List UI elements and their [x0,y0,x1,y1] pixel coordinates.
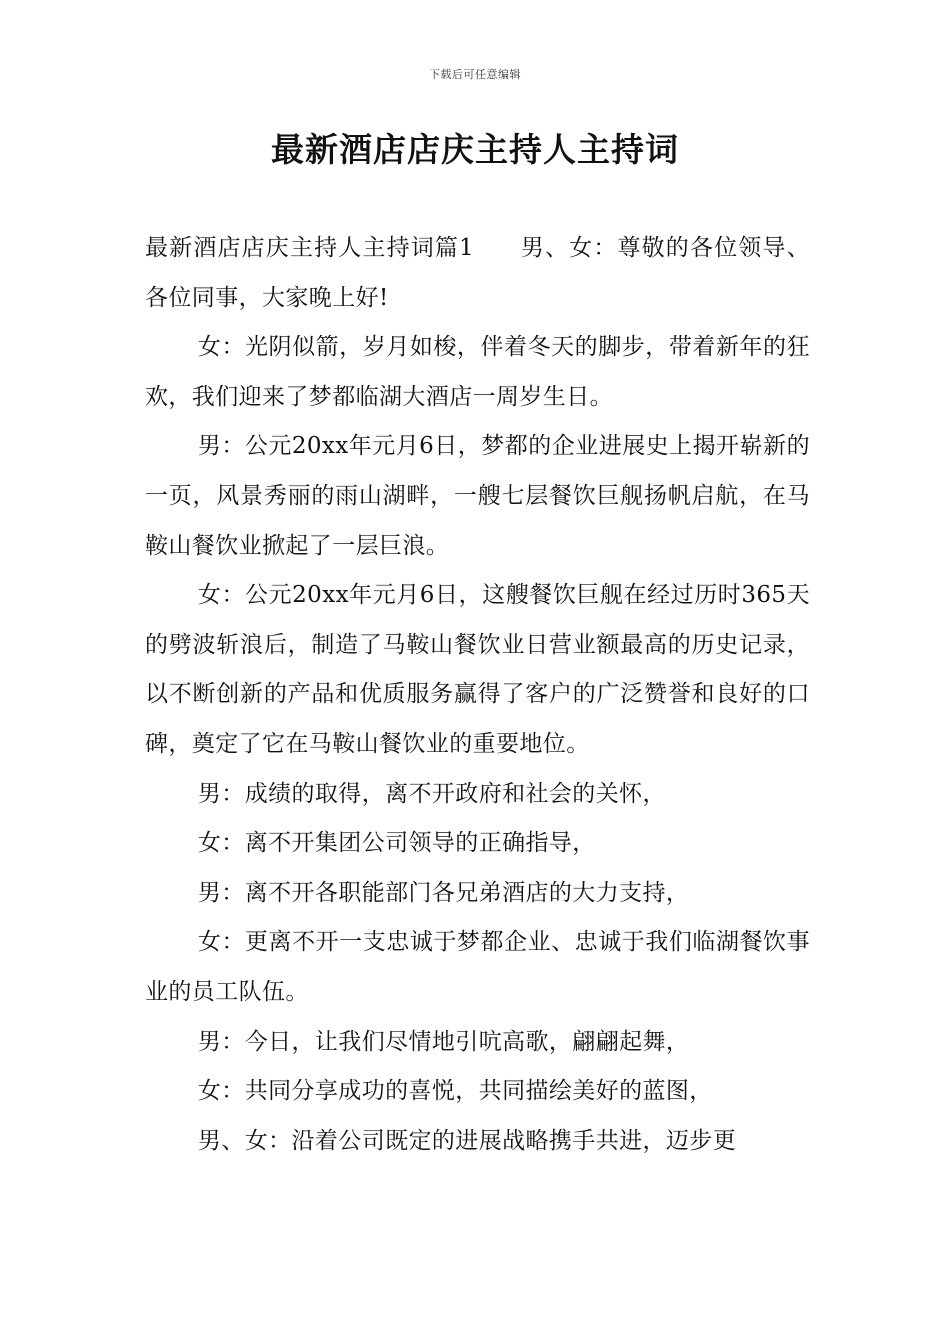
body-paragraph: 男：今日，让我们尽情地引吭高歌，翩翩起舞， [197,1028,690,1055]
intro-heading: 最新酒店店庆主持人主持词篇1 [145,235,475,261]
body-paragraph: 女：更离不开一支忠诚于梦都企业、忠诚于我们临湖餐饮事业的员工队伍。 [145,929,810,1005]
intro-paragraph [145,224,810,323]
body-paragraph: 女：共同分享成功的喜悦，共同描绘美好的蓝图， [197,1078,713,1105]
body-paragraph: 男：离不开各职能部门各兄弟酒店的大力支持， [197,879,690,906]
body-paragraph: 女：公元20xx年元月6日，这艘餐饮巨舰在经过历时365天的劈波斩浪后，制造了马鞍山餐饮业日营业额最高的历史记录，以不断创新的产品和优质服务赢得了客户的广泛赞誉和良好的口碑，奠定了它在马鞍山餐饮业的重要地位。 [145,582,810,757]
body-paragraph: 男、女：沿着公司既定的进展战略携手共进，迈步更 [197,1127,737,1154]
intro-text: 男、女：尊敬的各位领导、各位同事，大家晚上好! [145,235,810,311]
body-paragraph: 男：成绩的取得，离不开政府和社会的关怀， [197,780,666,807]
body-paragraph: 女：离不开集团公司领导的正确指导， [197,830,596,857]
body-paragraph: 女：光阴似箭，岁月如梭，伴着冬天的脚步，带着新年的狂欢，我们迎来了梦都临湖大酒店一周岁生日。 [145,334,810,410]
body-paragraph: 男：公元20xx年元月6日，梦都的企业进展史上揭开崭新的一页，风景秀丽的雨山湖畔，一艘七层餐饮巨舰扬帆启航，在马鞍山餐饮业掀起了一层巨浪。 [145,433,810,559]
header-note: 下载后可任意编辑 [429,68,521,81]
document-title: 最新酒店店庆主持人主持词 [271,130,679,169]
document-body [145,224,810,1166]
